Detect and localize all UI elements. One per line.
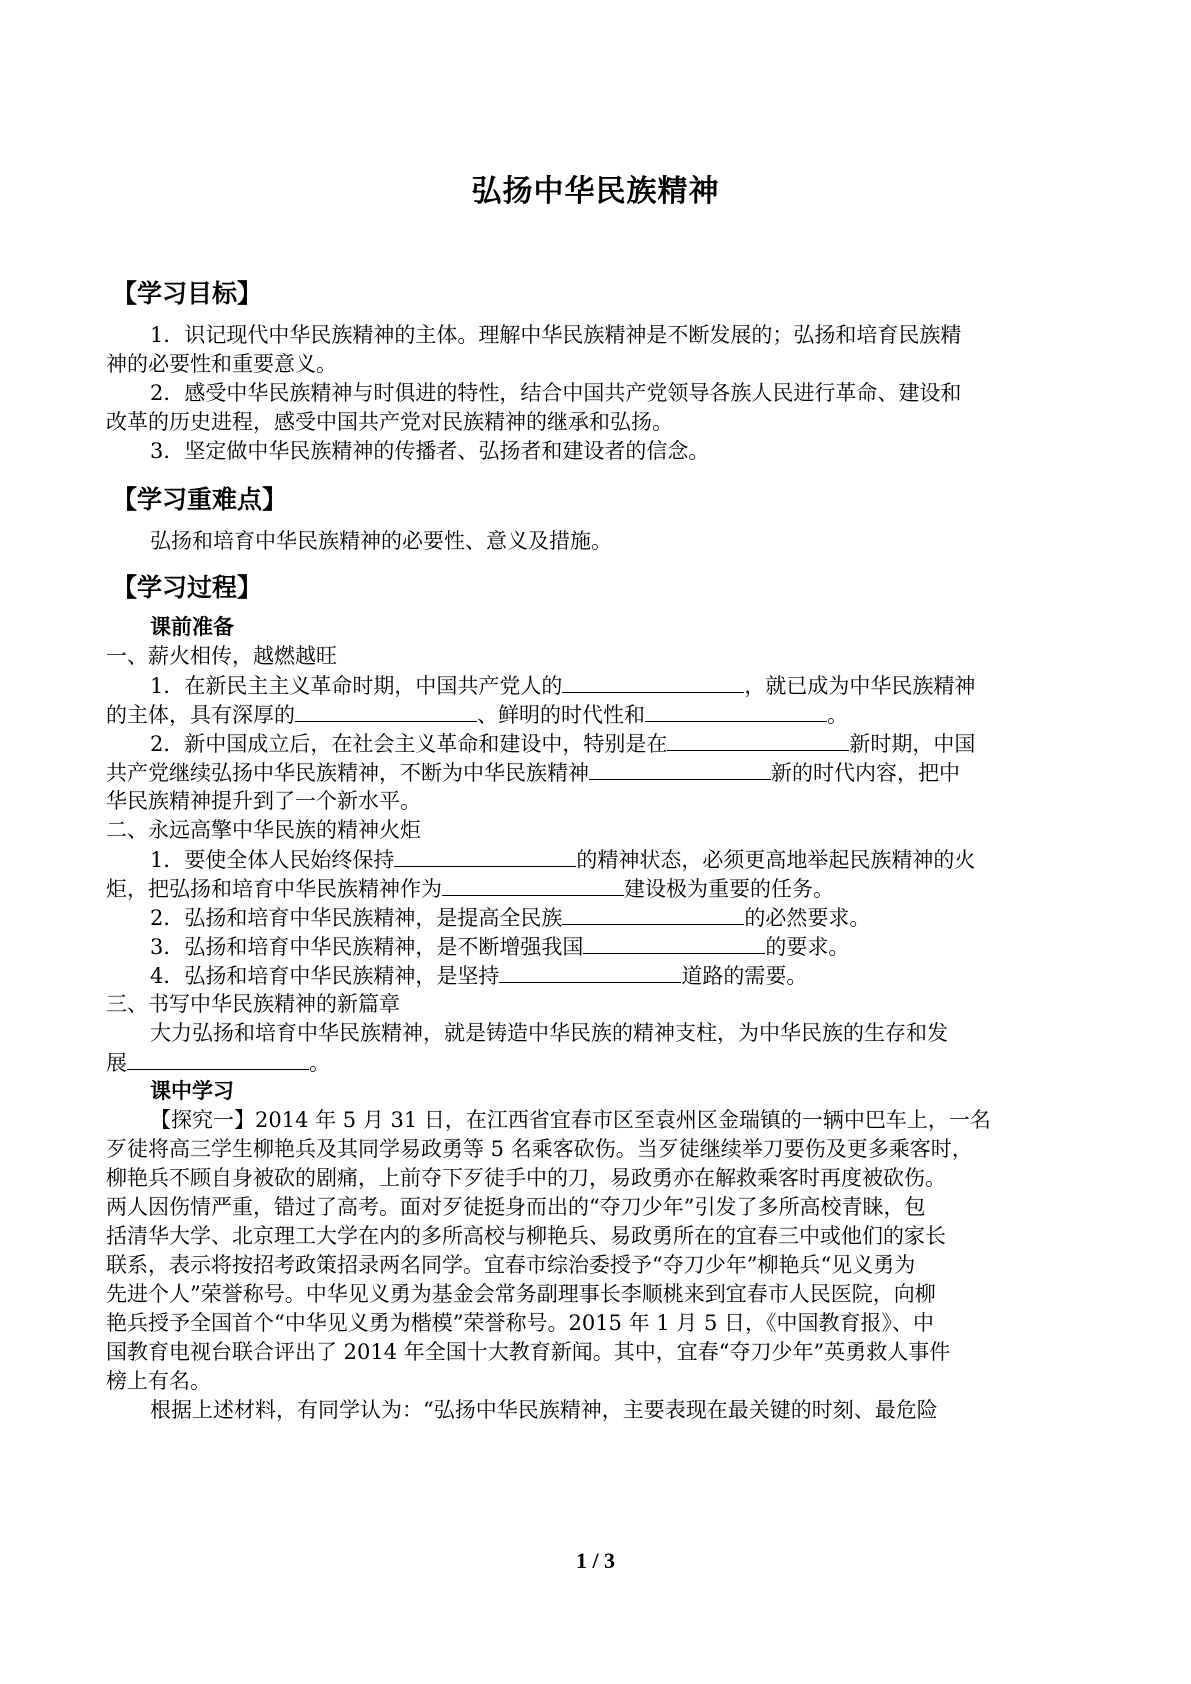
section-heading-key-points: 【学习重难点】	[112, 485, 288, 514]
answer-blank[interactable]	[583, 931, 765, 954]
question-r3: 3．弘扬和培育中华民族精神，是不断增强我国 的要求。	[150, 931, 849, 962]
question-2-line-3: 华民族精神提升到了一个新水平。	[106, 789, 421, 813]
paragraph-line: 联系，表示将按招考政策招录两名同学。宜春市综治委授予“夺刀少年”柳艳兵“见义勇为	[106, 1253, 916, 1277]
question-r1-line-2: 炬，把弘扬和培育中华民族精神作为 建设极为重要的任务。	[106, 873, 834, 904]
paragraph-line: 榜上有名。	[106, 1369, 211, 1393]
answer-blank[interactable]	[394, 844, 576, 867]
paragraph-line: 柳艳兵不顾自身被砍的剧痛，上前夺下歹徒手中的刀，易政勇亦在解救乘客时再度被砍伤。	[106, 1166, 946, 1190]
answer-blank[interactable]	[589, 757, 771, 780]
paragraph-line: 【探究一】2014 年 5 月 31 日，在江西省宜春市区至袁州区金瑞镇的一辆中巴车上，一名	[150, 1108, 991, 1132]
paragraph-line: 艳兵授予全国首个“中华见义勇为楷模”荣誉称号。2015 年 1 月 5 日，《中国教育报》、中	[106, 1311, 935, 1335]
goal-1-line-1: 1．识记现代中华民族精神的主体。理解中华民族精神是不断发展的；弘扬和培育民族精	[150, 323, 962, 347]
question-r2: 2．弘扬和培育中华民族精神，是提高全民族 的必然要求。	[150, 902, 870, 933]
answer-blank[interactable]	[562, 670, 744, 693]
subheading-class: 课中学习	[150, 1079, 234, 1103]
paragraph-line: 根据上述材料，有同学认为：“弘扬中华民族精神，主要表现在最关键的时刻、最危险	[150, 1398, 938, 1422]
question-s1-line-2: 展 。	[106, 1047, 330, 1078]
answer-blank[interactable]	[667, 728, 849, 751]
paragraph-line: 国教育电视台联合评出了 2014 年全国十大教育新闻。其中，宜春“夺刀少年”英勇救人事件	[106, 1340, 951, 1364]
answer-blank[interactable]	[295, 699, 477, 722]
section-heading-process: 【学习过程】	[112, 573, 263, 602]
paragraph-line: 两人因伤情严重，错过了高考。面对歹徒挺身而出的“夺刀少年”引发了多所高校青睐，包	[106, 1195, 926, 1219]
page-number: 1 / 3	[575, 1548, 616, 1573]
paragraph-line: 先进个人”荣誉称号。中华见义勇为基金会常务副理事长李顺桃来到宜春市人民医院，向柳	[106, 1282, 936, 1306]
question-2-line-2: 共产党继续弘扬中华民族精神，不断为中华民族精神 新的时代内容，把中	[106, 757, 960, 788]
prep-heading-2: 二、永远高擎中华民族的精神火炬	[106, 818, 421, 842]
goal-2-line-2: 改革的历史进程，感受中国共产党对民族精神的继承和弘扬。	[106, 410, 673, 434]
goal-3: 3．坚定做中华民族精神的传播者、弘扬者和建设者的信念。	[150, 439, 710, 463]
paragraph-line: 括清华大学、北京理工大学在内的多所高校与柳艳兵、易政勇所在的宜春三中或他们的家长	[106, 1224, 946, 1248]
goal-1-line-2: 神的必要性和重要意义。	[106, 352, 337, 376]
answer-blank[interactable]	[442, 873, 624, 896]
section-heading-goals: 【学习目标】	[112, 279, 263, 308]
page-title: 弘扬中华民族精神	[471, 174, 720, 209]
paragraph-line: 歹徒将高三学生柳艳兵及其同学易政勇等 5 名乘客砍伤。当歹徒继续举刀要伤及更多乘客时，	[106, 1137, 973, 1161]
subheading-prep: 课前准备	[150, 615, 234, 639]
question-2-line-1: 2．新中国成立后，在社会主义革命和建设中，特别是在 新时期，中国	[150, 728, 975, 759]
question-1-line-2: 的主体，具有深厚的 、鲜明的时代性和 。	[106, 699, 848, 730]
answer-blank[interactable]	[562, 902, 744, 925]
question-r4: 4．弘扬和培育中华民族精神，是坚持 道路的需要。	[150, 960, 807, 991]
prep-heading-3: 三、书写中华民族精神的新篇章	[106, 992, 400, 1016]
answer-blank[interactable]	[645, 699, 827, 722]
question-s1-line-1: 大力弘扬和培育中华民族精神，就是铸造中华民族的精神支柱，为中华民族的生存和发	[150, 1021, 948, 1045]
answer-blank[interactable]	[127, 1047, 309, 1070]
question-1-line-1: 1．在新民主主义革命时期，中国共产党人的 ，就已成为中华民族精神	[150, 670, 975, 701]
question-r1-line-1: 1．要使全体人民始终保持 的精神状态，必须更高地举起民族精神的火	[150, 844, 975, 875]
answer-blank[interactable]	[499, 960, 681, 983]
key-points-text: 弘扬和培育中华民族精神的必要性、意义及措施。	[150, 529, 612, 553]
goal-2-line-1: 2．感受中华民族精神与时俱进的特性，结合中国共产党领导各族人民进行革命、建设和	[150, 381, 962, 405]
prep-heading-1: 一、薪火相传，越燃越旺	[106, 644, 337, 668]
